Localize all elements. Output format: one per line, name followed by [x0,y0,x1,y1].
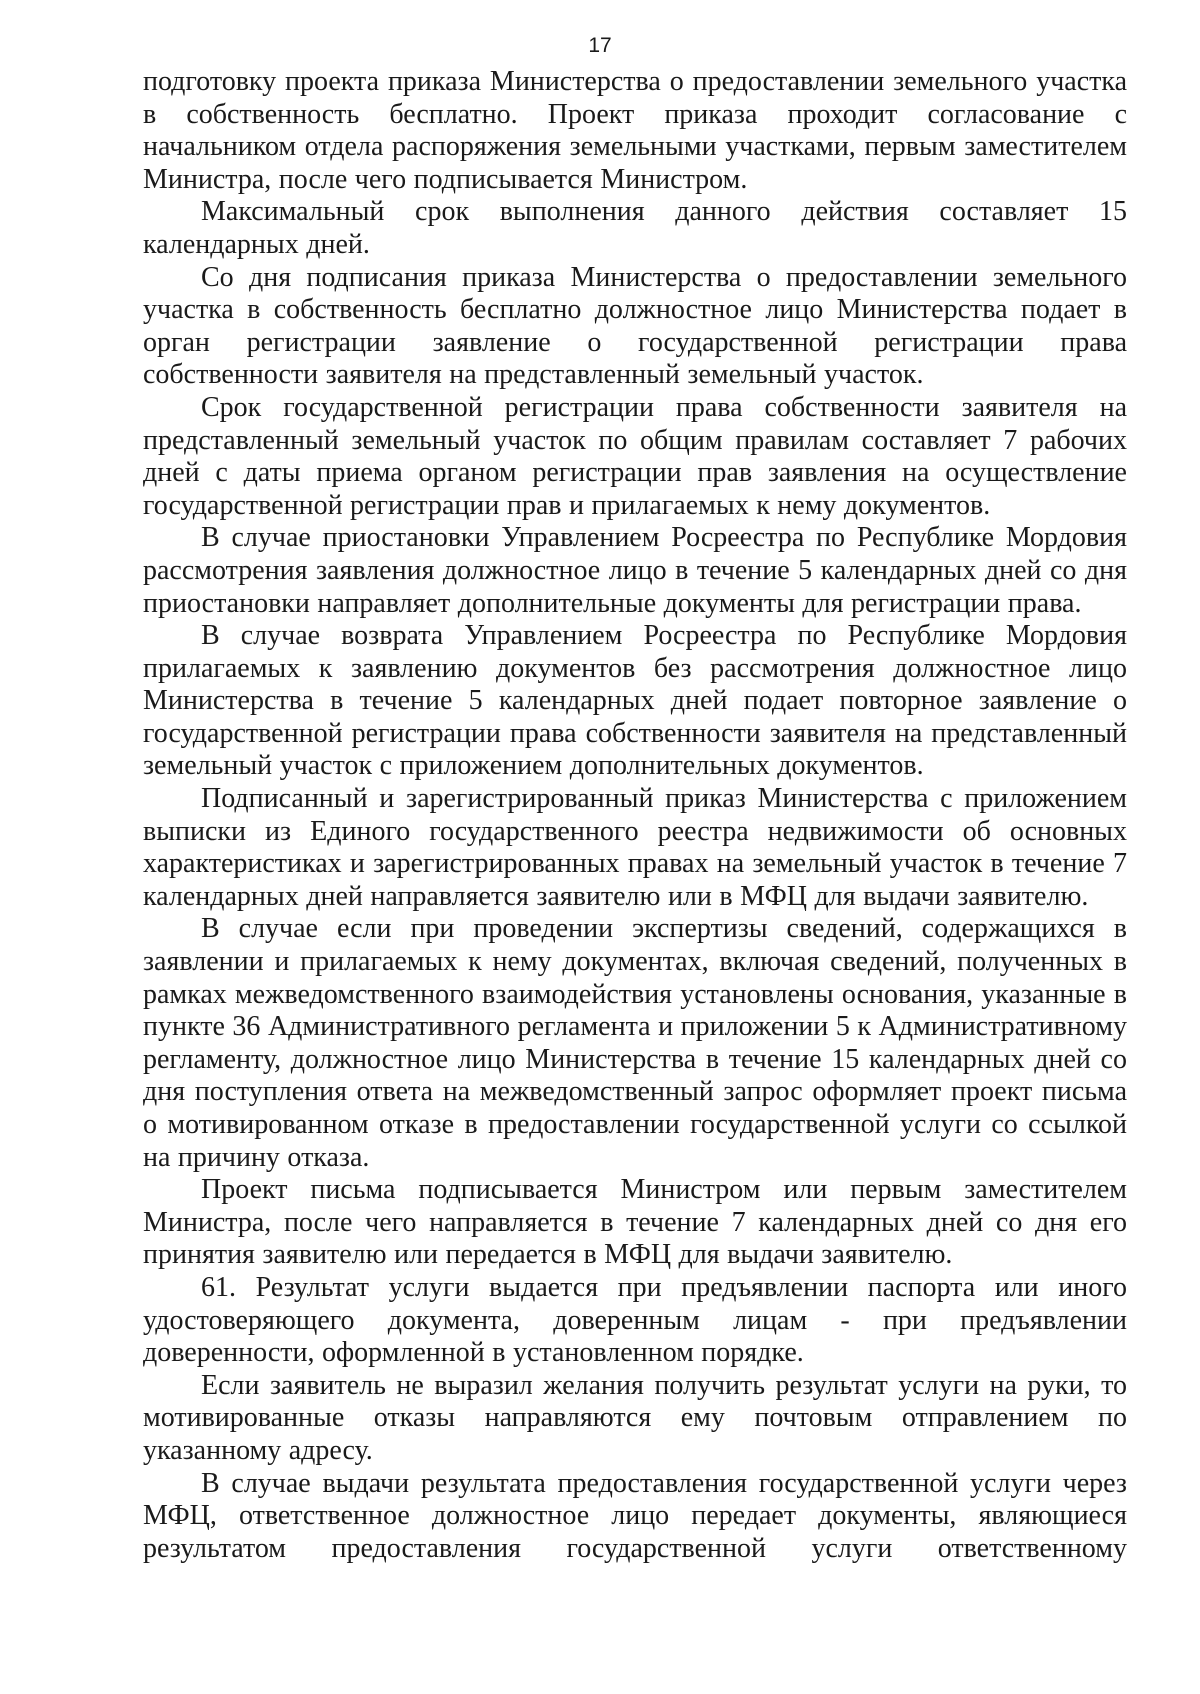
paragraph-61-result-issuance: 61. Результат услуги выдается при предъявлении паспорта или иного удостоверяющего документа, доверенным лицам - при предъявлении доверенности, оформленной в установленном порядке. [143,1271,1127,1369]
paragraph-refusal-grounds: В случае если при проведении экспертизы сведений, содержащихся в заявлении и прилагаемых к нему документах, включая сведений, полученных в рамках межведомственного взаимодействия установлены основания, указанные в пункте 36 Административного регламента и приложении 5 к Административному регламенту, должностное лицо Министерства в течение 15 календарных дней со дня поступления ответа на межведомственный запрос оформляет проект письма о мотивированном отказе в предоставлении государственной услуги со ссылкой на причину отказа. [143,913,1127,1173]
paragraph-return: В случае возврата Управлением Росреестра по Республике Мордовия прилагаемых к заявлению документов без рассмотрения должностное лицо Министерства в течение 5 календарных дней подает повторное заявление о государственной регистрации права собственности заявителя на представленный земельный участок с приложением дополнительных документов. [143,620,1127,782]
paragraph-signed-order: Подписанный и зарегистрированный приказ Министерства с приложением выписки из Единого государственного реестра недвижимости об основных характеристиках и зарегистрированных правах на земельный участок в течение 7 календарных дней направляется заявителю или в МФЦ для выдачи заявителю. [143,783,1127,912]
page-number: 17 [588,34,612,57]
paragraph-suspension: В случае приостановки Управлением Росреестра по Республике Мордовия рассмотрения заявления должностное лицо в течение 5 календарных дней со дня приостановки направляет дополнительные документы для регистрации права. [143,522,1127,619]
paragraph-1-continuation: подготовку проекта приказа Министерства о предоставлении земельного участка в собственность бесплатно. Проект приказа проходит согласование с начальником отдела распоряжения земельными участками, первым заместителем Министра, после чего подписывается Министром. [143,66,1127,195]
paragraph-registration-term: Срок государственной регистрации права собственности заявителя на представленный земельный участок по общим правилам составляет 7 рабочих дней с даты приема органом регистрации прав заявления на осуществление государственной регистрации прав и прилагаемых к нему документов. [143,391,1127,521]
paragraph-mfc-issuance: В случае выдачи результата предоставления государственной услуги через МФЦ, ответственное должностное лицо передает документы, являющиеся результатом предоставления государственной услуги ответственному [143,1467,1127,1564]
paragraph-max-term: Максимальный срок выполнения данного действия составляет 15 календарных дней. [143,196,1127,260]
paragraph-postal-delivery: Если заявитель не выразил желания получить результат услуги на руки, то мотивированные отказы направляются ему почтовым отправлением по указанному адресу. [143,1369,1127,1466]
paragraph-registration-filing: Со дня подписания приказа Министерства о предоставлении земельного участка в собственность бесплатно должностное лицо Министерства подает в орган регистрации заявление о государственной регистрации права собственности заявителя на представленный земельный участок. [143,261,1127,391]
document-body [143,66,1127,1565]
paragraph-refusal-letter: Проект письма подписывается Министром или первым заместителем Министра, после чего направляется в течение 7 календарных дней со дня его принятия заявителю или передается в МФЦ для выдачи заявителю. [143,1174,1127,1271]
